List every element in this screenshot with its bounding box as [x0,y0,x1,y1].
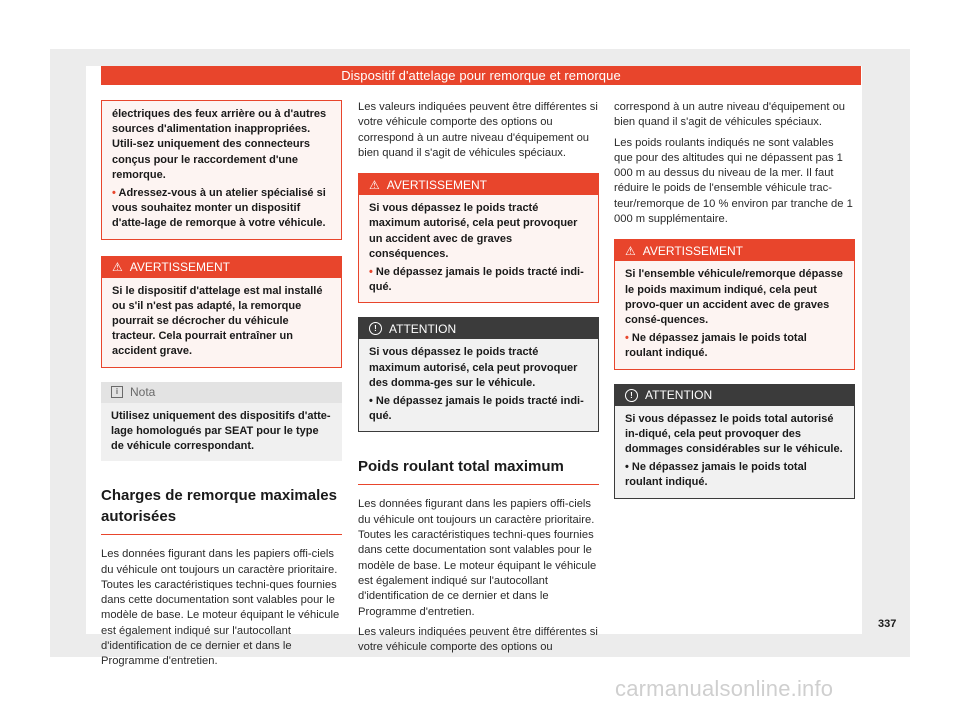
section-title-charges: Charges de remorque maximales autorisées [101,485,342,535]
bullet-text: Ne dépassez jamais le poids total roulant indiqué. [625,332,807,360]
section-title-poids-roulant: Poids roulant total maximum [358,456,599,485]
exclamation-circle-icon: ! [369,322,382,335]
warning-bullet [369,265,589,295]
warning-text: Si vous dépassez le poids tracté maximum autorisé, cela peut provoquer un accident avec de graves conséquences. [369,202,578,260]
attention-bullet [369,394,589,424]
bullet-text: Ne dépassez jamais le poids tracté indi-qué. [369,395,584,423]
attention-header [359,318,598,339]
watermark: carmanualsonline.info [615,676,834,701]
bullet-icon: • [112,187,116,200]
attention-box [358,317,599,432]
bullet-icon: • [369,266,373,278]
warning-continuation-text: électriques des feux arrière ou à d'autres sources d'alimentation inappropriées. Utili-sez uniquement des connecteurs conçus pour le raccordement d'une remorque. [112,108,327,181]
warning-title: AVERTISSEMENT [386,177,488,192]
warning-title: AVERTISSEMENT [129,260,231,275]
bullet-text: Ne dépassez jamais le poids tracté indi-qué. [369,266,584,294]
bullet-text: Ne dépassez jamais le poids total roulant indiqué. [625,461,807,489]
attention-title: ATTENTION [389,321,457,336]
warning-title: AVERTISSEMENT [642,243,744,258]
warning-continuation-box [101,100,342,240]
warning-text: Si le dispositif d'attelage est mal installé ou s'il n'est pas adapté, la remorque pourrait se décrocher du véhicule tracteur. Cela pourrait entraîner un accident grave. [112,284,323,358]
page-number: 337 [878,618,897,630]
warning-text: Si l'ensemble véhicule/remorque dépasse le poids maximum indiqué, cela peut provo-quer un accident avec de graves consé-quences. [625,268,843,326]
bullet-icon: • [369,395,373,408]
warning-box [358,173,599,303]
body-paragraph: Les valeurs indiquées peuvent être différentes si votre véhicule comporte des options ou correspond à un autre niveau d'équipement ou bien quand il s'agit de véhicules spéciaux. [358,101,598,159]
attention-box [614,384,855,499]
warning-triangle-icon: ⚠ [625,243,636,258]
warning-header [359,174,598,195]
warning-triangle-icon: ⚠ [369,177,380,192]
column-1 [101,96,342,670]
bullet-text: Adressez-vous à un atelier spécialisé si vous souhaitez monter un dispositif d'atte-lage de remorque à votre véhicule. [112,187,326,230]
warning-continuation-bullet [112,186,332,232]
chapter-header: Dispositif d'attelage pour remorque et remorque [101,66,861,85]
warning-box [614,239,855,369]
note-box [101,382,342,462]
attention-text: Si vous dépassez le poids tracté maximum autorisé, cela peut provoquer des domma-ges sur le véhicule. [369,346,578,389]
body-paragraph: Les poids roulants indiqués ne sont valables que pour des altitudes qui ne dépassent pas 1 000 m au dessus du niveau de la mer. Il faut réduire le poids de l'ensemble véhicule trac-teur/remorque de 10 % environ par tranche de 1 000 m supplémentaire. [614,136,853,226]
column-2 [358,96,599,655]
bullet-icon: • [625,332,629,345]
body-paragraph: Les valeurs indiquées peuvent être différentes si votre véhicule comporte des options ou [358,625,598,654]
warning-box [101,256,342,368]
note-text: Utilisez uniquement des dispositifs d'atte-lage homologués par SEAT pour le type de véhicule correspondant. [111,409,331,453]
warning-bullet [625,331,845,361]
attention-title: ATTENTION [645,388,713,403]
body-paragraph: Les données figurant dans les papiers offi-ciels du véhicule ont toujours un caractère prioritaire. Toutes les caractéristiques techni-ques fournies dans cette documentation sont valables pour le modèle de base. Le moteur équipant le véhicule est également indiqué sur l'autocollant d'identification de ce dernier et dans le Programme d'entretien. [358,498,597,618]
exclamation-circle-icon: ! [625,389,638,402]
attention-bullet [625,460,845,490]
info-square-icon: i [111,386,123,398]
body-paragraph: Les données figurant dans les papiers offi-ciels du véhicule ont toujours un caractère prioritaire. Toutes les caractéristiques techni-ques fournies dans cette documentation sont valables pour le modèle de base. Le moteur équipant le véhicule est également indiqué sur l'autocollant d'identification de ce dernier et dans le Programme d'entretien. [101,548,340,668]
note-title: Nota [130,385,156,400]
warning-header [102,257,341,278]
warning-header [615,240,854,261]
attention-header [615,385,854,406]
column-3 [614,96,855,499]
bullet-icon: • [625,461,629,474]
body-paragraph: correspond à un autre niveau d'équipement ou bien quand il s'agit de véhicules spéciaux. [614,101,846,129]
warning-triangle-icon: ⚠ [112,260,123,275]
note-header [101,382,342,403]
attention-text: Si vous dépassez le poids total autorisé in-diqué, cela peut provoquer des dommages considérables sur le véhicule. [625,412,843,455]
